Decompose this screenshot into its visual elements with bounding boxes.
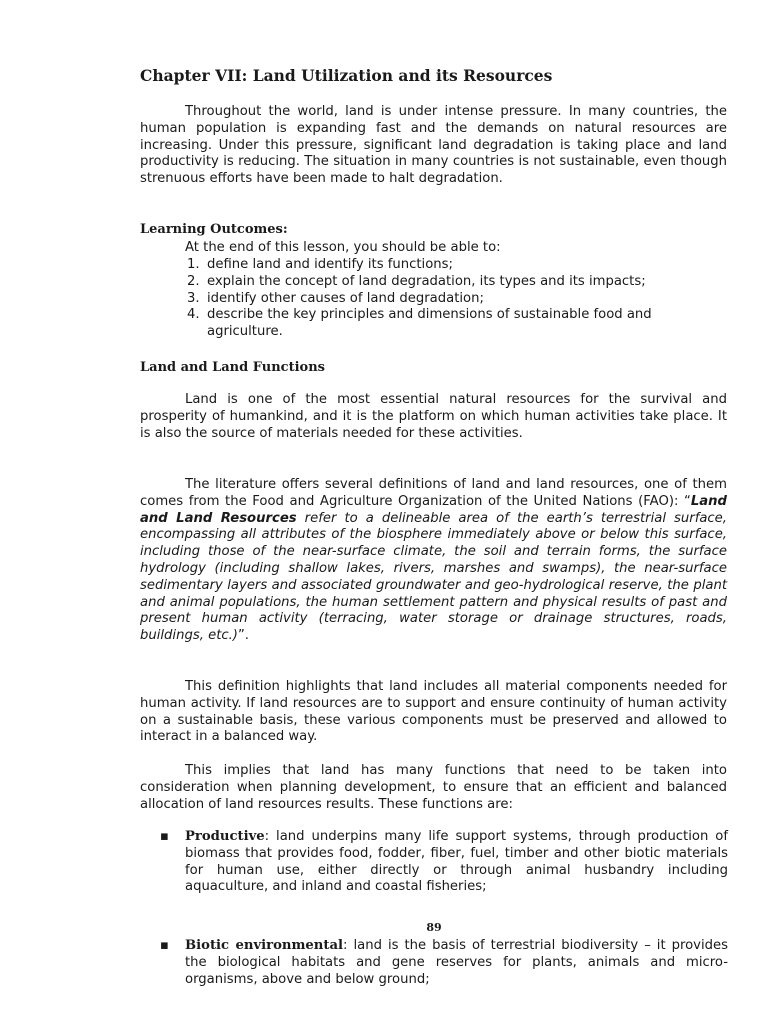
fao-lead-text: The literature offers several definitions of land and land resources, one of them comes from the Food and Agriculture Organization of the United Nations (FAO): “ xyxy=(140,477,727,509)
intro-paragraph-text: Throughout the world, land is under intense pressure. In many countries, the human population is expanding fast and the demands on natural resources are increasing. Under this pressure, significant land degradation is taking place and land productivity is reducing. The situation in many countries is not sustainable, even though strenuous efforts have been made to halt degradation. xyxy=(140,104,727,187)
land-functions-heading: Land and Land Functions xyxy=(140,360,325,375)
list-item xyxy=(185,307,725,341)
learning-outcomes-list xyxy=(185,257,725,341)
list-item-number: 3. xyxy=(187,290,200,306)
land-paragraph-1-text: Land is one of the most essential natural resources for the survival and prosperity of humankind, and it is the platform on which human activities take place. It is also the source of materials needed for these activities. xyxy=(140,392,727,441)
land-paragraph-3-text: This definition highlights that land includes all material components needed for human activity. If land resources are to support and ensure continuity of human activity on a sustainable basis, these various components must be preserved and allowed to interact in a balanced way. xyxy=(140,679,727,745)
defined-term: Land and Land Resources xyxy=(140,493,727,526)
bullet-icon: ▪ xyxy=(160,938,169,953)
list-item-number: 1. xyxy=(187,257,200,272)
land-functions-list-continued xyxy=(140,938,728,988)
list-item xyxy=(185,257,725,274)
function-description: : land is the basis of terrestrial biodiversity – it provides the biological habitats and gene reserves for plants, animals and micro-organisms, above and below ground; xyxy=(185,938,728,987)
page-number: 89 xyxy=(426,921,442,934)
list-item xyxy=(185,291,725,308)
chapter-title: Chapter VII: Land Utilization and its Resources xyxy=(140,66,553,85)
list-item-text: explain the concept of land degradation, its types and its impacts; xyxy=(207,273,646,289)
land-paragraph-4-text: This implies that land has many functions that need to be taken into consideration when planning development, to ensure that an efficient and balanced allocation of land resources results. These functions are: xyxy=(140,763,727,812)
fao-definition-paragraph xyxy=(140,477,727,645)
bullet-icon: ▪ xyxy=(160,829,169,844)
land-paragraph-1 xyxy=(140,392,727,442)
land-paragraph-3 xyxy=(140,679,727,746)
list-item-text: identify other causes of land degradation; xyxy=(207,290,484,306)
learning-outcomes-heading: Learning Outcomes: xyxy=(140,222,288,237)
list-item-text: describe the key principles and dimensions of sustainable food and agriculture. xyxy=(207,307,652,340)
fao-closing-quote: ”. xyxy=(237,628,249,644)
list-item xyxy=(185,274,725,291)
land-functions-list xyxy=(140,829,728,896)
list-item xyxy=(140,938,728,988)
fao-definition-text: refer to a delineable area of the earth’s terrestrial surface, encompassing all attributes of the biosphere immediately above or below this surface, including those of the near-surface climate, the soil and terrain forms, the surface hydrology (including shallow lakes, rivers, marshes and swamps), the near-surface sedimentary layers and associated groundwater and geo-hydrological reserve, the plant and animal populations, the human settlement pattern and physical results of past and present human activity (terracing, water storage or drainage structures, roads, buildings, etc.) xyxy=(140,510,727,644)
function-name: Productive xyxy=(185,829,265,844)
function-description: : land underpins many life support systems, through production of biomass that provides food, fodder, fiber, fuel, timber and other biotic materials for human use, either directly or through animal husbandry including aquaculture, and inland and coastal fisheries; xyxy=(185,829,728,895)
list-item xyxy=(140,829,728,896)
learning-outcomes-intro: At the end of this lesson, you should be able to: xyxy=(185,240,501,255)
list-item-text: define land and identify its functions; xyxy=(207,257,453,272)
land-paragraph-4 xyxy=(140,763,727,813)
list-item-number: 4. xyxy=(187,307,200,323)
function-name: Biotic environmental xyxy=(185,938,344,953)
intro-paragraph xyxy=(140,104,727,188)
list-item-number: 2. xyxy=(187,273,200,289)
